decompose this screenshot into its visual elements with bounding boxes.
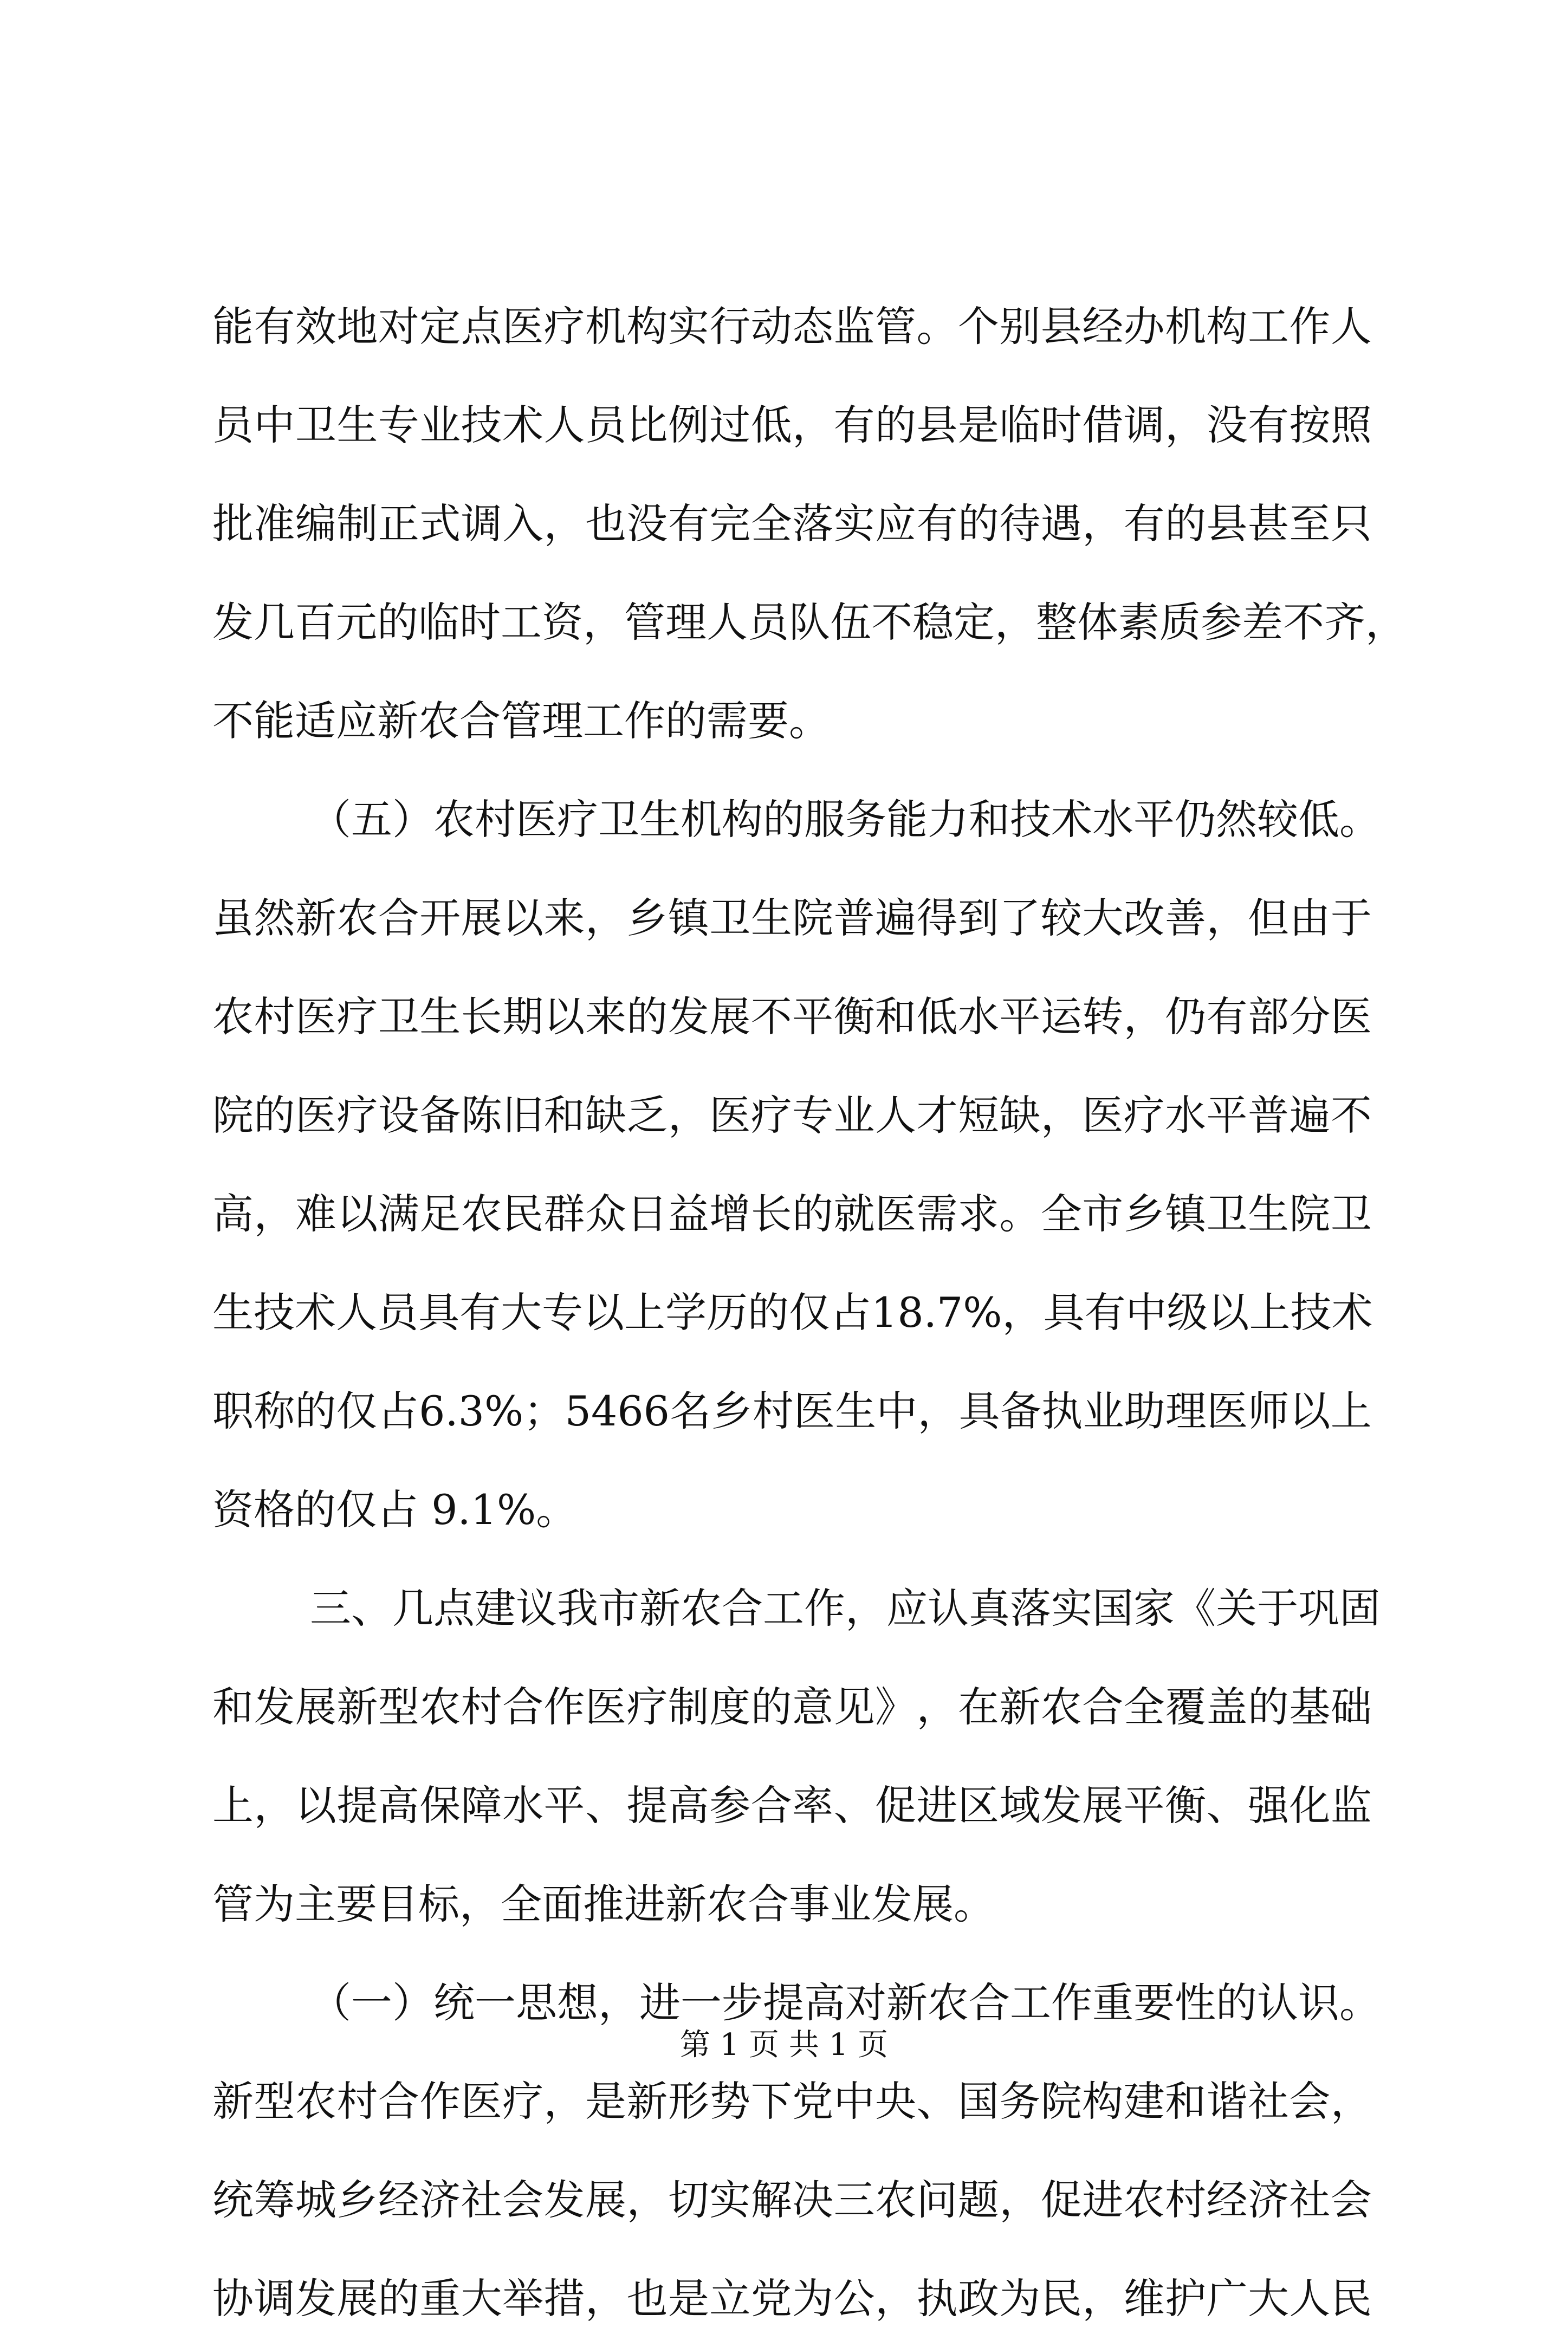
text-line: 资格的仅占 9.1%。	[212, 1486, 578, 1534]
section-heading-line: （ 一 ） 统 一 思 想 ， 进 一 步 提 高 对 新 农 合 工 作 重 要 性 的 认 识 。	[310, 1979, 1381, 2027]
text-line: 农 村 医 疗 卫 生 长 期 以 来 的 发 展 不 平 衡 和 低 水 平 运 转 ， 仍 有 部 分 医	[212, 993, 1372, 1041]
text-line: 和 发 展 新 型 农 村 合 作 医 疗 制 度 的 意 见 》 ， 在 新 农 合 全 覆 盖 的 基 础	[212, 1683, 1372, 1731]
text-line: 批 准 编 制 正 式 调 入 ， 也 没 有 完 全 落 实 应 有 的 待 遇 ， 有 的 县 甚 至 只	[212, 500, 1372, 548]
text-line: 上 ， 以 提 高 保 障 水 平 、 提 高 参 合 率 、 促 进 区 域 发 展 平 衡 、 强 化 监	[212, 1781, 1372, 1830]
section-heading-line: 三 、 几 点 建 议 我 市 新 农 合 工 作 ， 应 认 真 落 实 国 家 《 关 于 巩 固	[310, 1584, 1381, 1632]
page-footer: 第 1 页 共 1 页	[679, 2027, 889, 2063]
text-line: 能 有 效 地 对 定 点 医 疗 机 构 实 行 动 态 监 管 。 个 别 县 经 办 机 构 工 作 人	[212, 302, 1372, 351]
text-line: 管为主要目标，全面推进新农合事业发展。	[212, 1880, 995, 1928]
text-line: 新 型 农 村 合 作 医 疗 ， 是 新 形 势 下 党 中 央 、 国 务 院 构 建 和 谐 社 会 ，	[212, 2077, 1372, 2125]
text-line: 院 的 医 疗 设 备 陈 旧 和 缺 乏 ， 医 疗 专 业 人 才 短 缺 ， 医 疗 水 平 普 遍 不	[212, 1091, 1372, 1139]
text-line: 职 称 的 仅 占 6.3% ； 5466 名 乡 村 医 生 中 ， 具 备 执 业 助 理 医 师 以 上	[212, 1387, 1372, 1435]
text-line: 统 筹 城 乡 经 济 社 会 发 展 ， 切 实 解 决 三 农 问 题 ， 促 进 农 村 经 济 社 会	[212, 2176, 1372, 2224]
text-line: 协 调 发 展 的 重 大 举 措 ， 也 是 立 党 为 公 ， 执 政 为 民 ， 维 护 广 大 人 民	[212, 2274, 1372, 2323]
text-line: 员 中 卫 生 专 业 技 术 人 员 比 例 过 低 ， 有 的 县 是 临 时 借 调 ， 没 有 按 照	[212, 401, 1372, 449]
text-line: 不能适应新农合管理工作的需要。	[212, 697, 830, 745]
text-line: 高 ， 难 以 满 足 农 民 群 众 日 益 增 长 的 就 医 需 求 。 全 市 乡 镇 卫 生 院 卫	[212, 1190, 1372, 1238]
text-line: 虽 然 新 农 合 开 展 以 来 ， 乡 镇 卫 生 院 普 遍 得 到 了 较 大 改 善 ， 但 由 于	[212, 894, 1372, 942]
text-line: 发 几 百 元 的 临 时 工 资 ， 管 理 人 员 队 伍 不 稳 定 ， 整 体 素 质 参 差 不 齐 ，	[212, 598, 1407, 646]
text-line: 生 技 术 人 员 具 有 大 专 以 上 学 历 的 仅 占 18.7% ， 具 有 中 级 以 上 技 术	[212, 1288, 1373, 1337]
section-heading-line: （ 五 ） 农 村 医 疗 卫 生 机 构 的 服 务 能 力 和 技 术 水 平 仍 然 较 低 。	[310, 795, 1381, 844]
